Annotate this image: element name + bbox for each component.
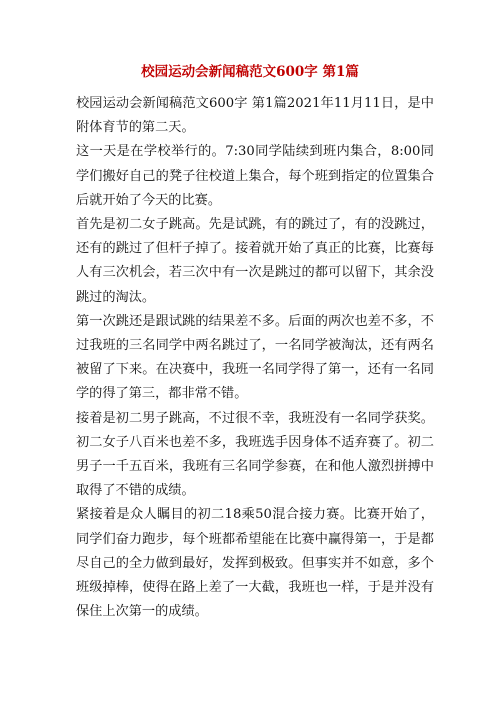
paragraph-boys-high-jump: 接着是初二男子跳高，不过很不幸，我班没有一名同学获奖。初二女子八百米也差不多，我班选手因身体不适弃赛了。初二男子一千五百米，我班有三名同学参赛，在和他人激烈拼搏中取得了不错的成绩。 xyxy=(76,410,434,499)
document-title: 校园运动会新闻稿范文600字 第1篇 xyxy=(141,64,359,80)
paragraph-girls-high-jump: 首先是初二女子跳高。先是试跳，有的跳过了，有的没跳过，还有的跳过了但杆子掉了。接着就开始了真正的比赛，比赛每人有三次机会，若三次中有一次是跳过的都可以留下，其余没跳过的淘汰。 xyxy=(76,217,434,305)
document-body xyxy=(76,92,434,624)
paragraph-first-jump: 第一次跳还是跟试跳的结果差不多。后面的两次也差不多，不过我班的三名同学中两名跳过了，一名同学被淘汰，还有两名被留了下来。在决赛中，我班一名同学得了第一，还有一名同学的得了第三，都非常不错。 xyxy=(76,313,434,402)
paragraph-gathering: 这一天是在学校举行的。7:30同学陆续到班内集合，8:00同学们搬好自己的凳子往校道上集合，每个班到指定的位置集合后就开始了今天的比赛。 xyxy=(76,144,434,208)
paragraph-relay: 紧接着是众人瞩目的初二18乘50混合接力赛。比赛开始了，同学们奋力跑步，每个班都希望能在比赛中赢得第一，于是都尽自己的全力做到最好，发挥到极致。但事实并不如意，多个班级掉棒，使得在路上差了一大截，我班也一样，于是并没有保住上次第一的成绩。 xyxy=(76,507,434,620)
paragraph-intro: 校园运动会新闻稿范文600字 第1篇2021年11月11日，是中附体育节的第二天。 xyxy=(76,96,434,136)
